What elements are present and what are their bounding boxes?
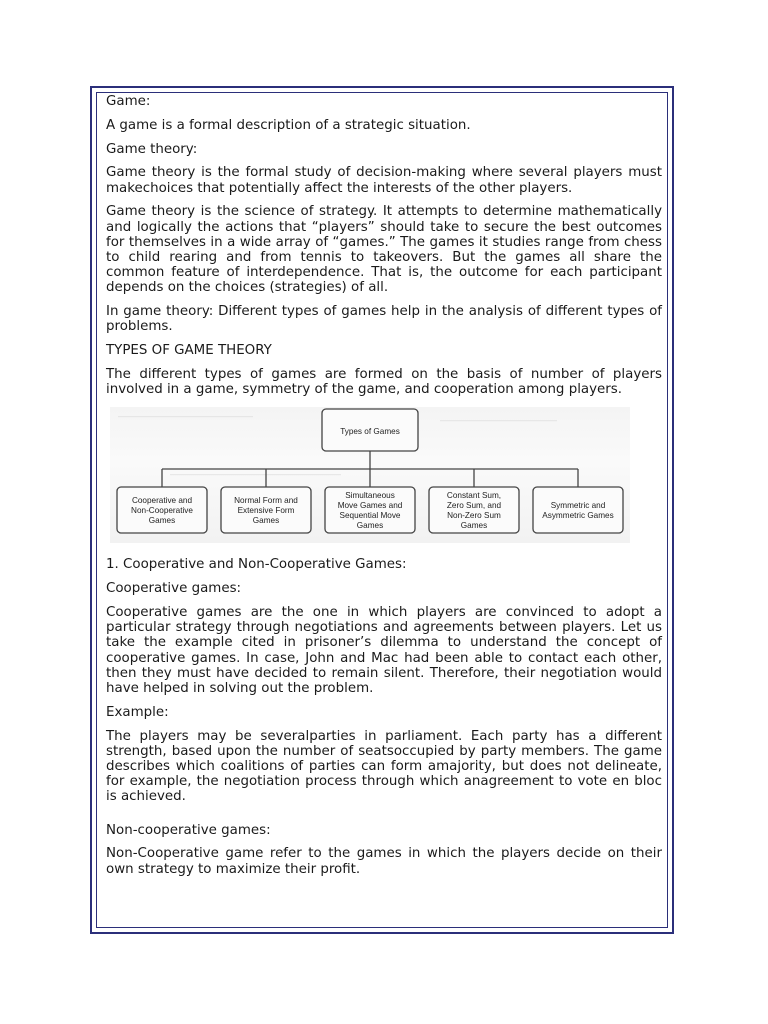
child-node-label: Simultaneous — [345, 491, 395, 501]
heading-non-cooperative-games: Non-cooperative games: — [106, 822, 271, 838]
heading-cooperative-games: Cooperative games: — [106, 581, 242, 597]
heading-game: Game: — [106, 94, 151, 109]
heading-types-of-game-theory: TYPES OF GAME THEORY — [106, 343, 272, 359]
example-paragraph: The players may be severalparties in parliament. Each party has a different strength, based upon the number of seatsoccupied by party members. The game describes which coalitions of parties can form amajority, but does not delineate, for example, the negotiation process through which anagreement to vote en bloc is achieved. — [106, 728, 662, 805]
child-node-label: Zero Sum, and — [446, 501, 502, 511]
types-of-games-tree — [110, 407, 630, 543]
child-node-label: Constant Sum, — [446, 491, 502, 501]
child-node-label: Games — [356, 521, 384, 531]
cooperative-games-paragraph: Cooperative games are the one in which players are convinced to adopt a particular strategy through negotiations and agreements between players. Let us take the example cited in prisoner’s dilemma to understand the concept of cooperative games. In case, John and Mac had been able to contact each other, then they must have decided to remain silent. Therefore, their negotiation would have helped in solving out the problem. — [106, 605, 662, 697]
child-node-label: Asymmetric Games — [542, 511, 614, 521]
child-node-label: Sequential Move — [339, 511, 401, 521]
child-node-box — [533, 487, 623, 533]
game-theory-definition: Game theory is the formal study of decision-making where several players must makechoices that potentially affect the interests of the other players. — [106, 165, 662, 196]
document-body — [106, 94, 662, 885]
child-node-label: Normal Form and — [234, 496, 298, 506]
child-node-label: Non-Cooperative — [131, 506, 193, 516]
child-node-label: Games — [148, 516, 176, 526]
child-nodes — [117, 487, 623, 533]
child-node-label: Cooperative and — [131, 496, 193, 506]
bleed-through-text: ————————————— — [440, 415, 557, 426]
game-theory-science-paragraph: Game theory is the science of strategy. It attempts to determine mathematically and logically the actions that “players” should take to secure the best outcomes for themselves in a wide array of “games.” The games it studies range from chess to child rearing and from tennis to takeovers. But the games all share the common feature of interdependence. That is, the outcome for each participant depends on the choices (strategies) of all. — [106, 204, 662, 296]
types-of-games-diagram — [110, 407, 630, 543]
bleed-through-text: ——————————————————— — [170, 469, 341, 480]
types-help-analysis-paragraph: In game theory: Different types of games help in the analysis of different types of problems. — [106, 304, 662, 335]
game-definition: A game is a formal description of a strategic situation. — [106, 117, 471, 133]
non-cooperative-games-paragraph: Non-Cooperative game refer to the games in which the players decide on their own strategy to maximize their profit. — [106, 846, 662, 877]
section-cooperative-non-cooperative: 1. Cooperative and Non-Cooperative Games: — [106, 557, 407, 573]
bleed-through-text: ——————————————— — [118, 411, 253, 422]
child-node-label: Non-Zero Sum — [447, 511, 501, 521]
child-node-label: Extensive Form — [237, 506, 295, 516]
child-node-label: Symmetric and — [550, 501, 606, 511]
child-node-label: Games — [460, 521, 488, 531]
child-node-label: Move Games and — [337, 501, 403, 511]
root-node-label: Types of Games — [340, 427, 400, 437]
heading-game-theory: Game theory: — [106, 141, 198, 157]
child-node-label: Games — [252, 516, 280, 526]
types-basis-paragraph: The different types of games are formed on the basis of number of players involved in a game, symmetry of the game, and cooperation among players. — [106, 367, 662, 398]
heading-example: Example: — [106, 704, 169, 720]
